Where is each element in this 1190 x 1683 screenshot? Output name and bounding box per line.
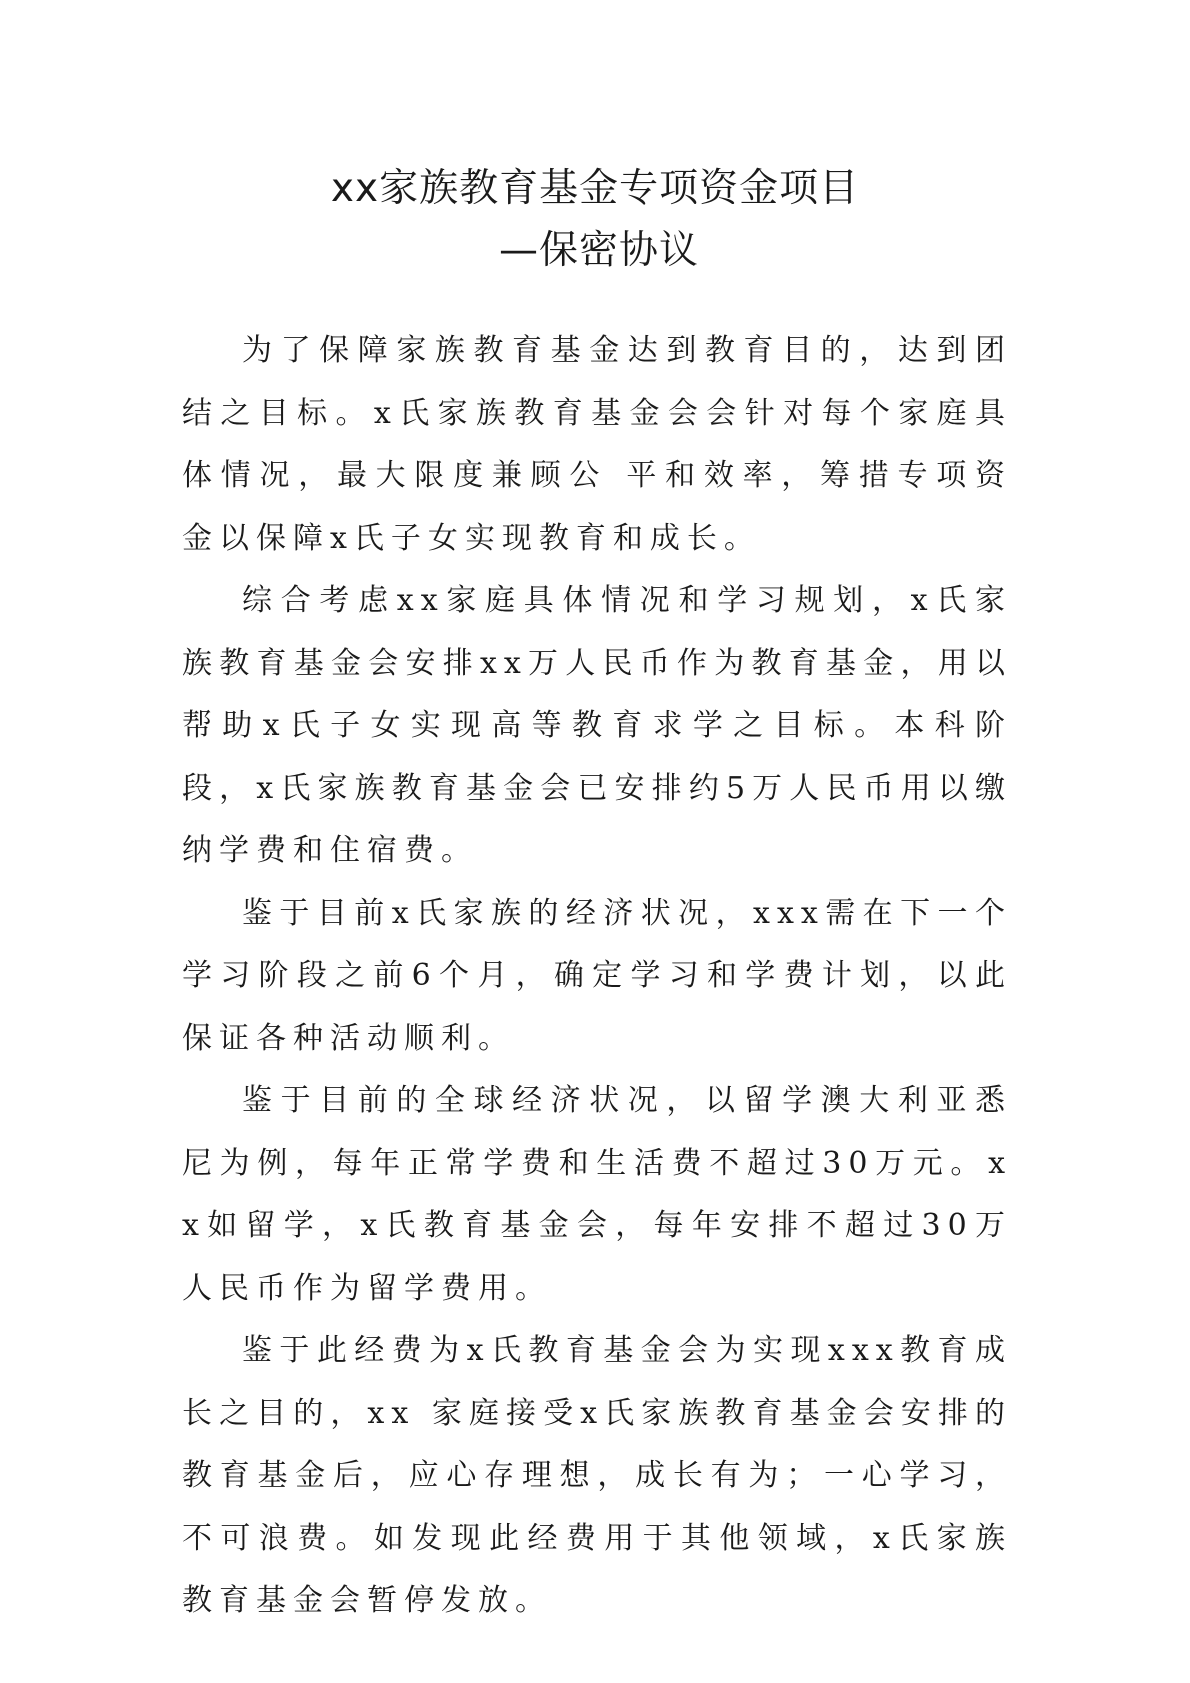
- paragraph-fund-allocation: 综合考虑xx家庭具体情况和学习规划，x氏家族教育基金会安排xx万人民币作为教育基金，用以帮助x氏子女实现高等教育求学之目标。本科阶段，x氏家族教育基金会已安排约5万人民币用以缴纳学费和住宿费。: [182, 583, 1012, 868]
- paragraph-usage-terms: 鉴于此经费为x氏教育基金会为实现xxx教育成长之目的，xx 家庭接受x氏家族教育基金会安排的教育基金后，应心存理想，成长有为；一心学习，不可浪费。如发现此经费用于其他领域，x氏家族教育基金会暂停发放。: [182, 1333, 1012, 1618]
- document-body: [182, 320, 1012, 1633]
- document-title: [0, 158, 1190, 282]
- title-line-sub: —保密协议: [498, 228, 699, 273]
- paragraph-study-abroad: 鉴于目前的全球经济状况，以留学澳大利亚悉尼为例，每年正常学费和生活费不超过30万元。xx如留学，x氏教育基金会，每年安排不超过30万人民币作为留学费用。: [182, 1083, 1012, 1306]
- title-line-main: xx家族教育基金专项资金项目: [330, 166, 860, 211]
- paragraph-study-plan: 鉴于目前x氏家族的经济状况，xxx需在下一个学习阶段之前6个月，确定学习和学费计划，以此保证各种活动顺利。: [182, 895, 1012, 1056]
- paragraph-purpose: 为了保障家族教育基金达到教育目的，达到团结之目标。x氏家族教育基金会会针对每个家庭具体情况，最大限度兼顾公 平和效率，筹措专项资金以保障x氏子女实现教育和成长。: [182, 333, 1012, 556]
